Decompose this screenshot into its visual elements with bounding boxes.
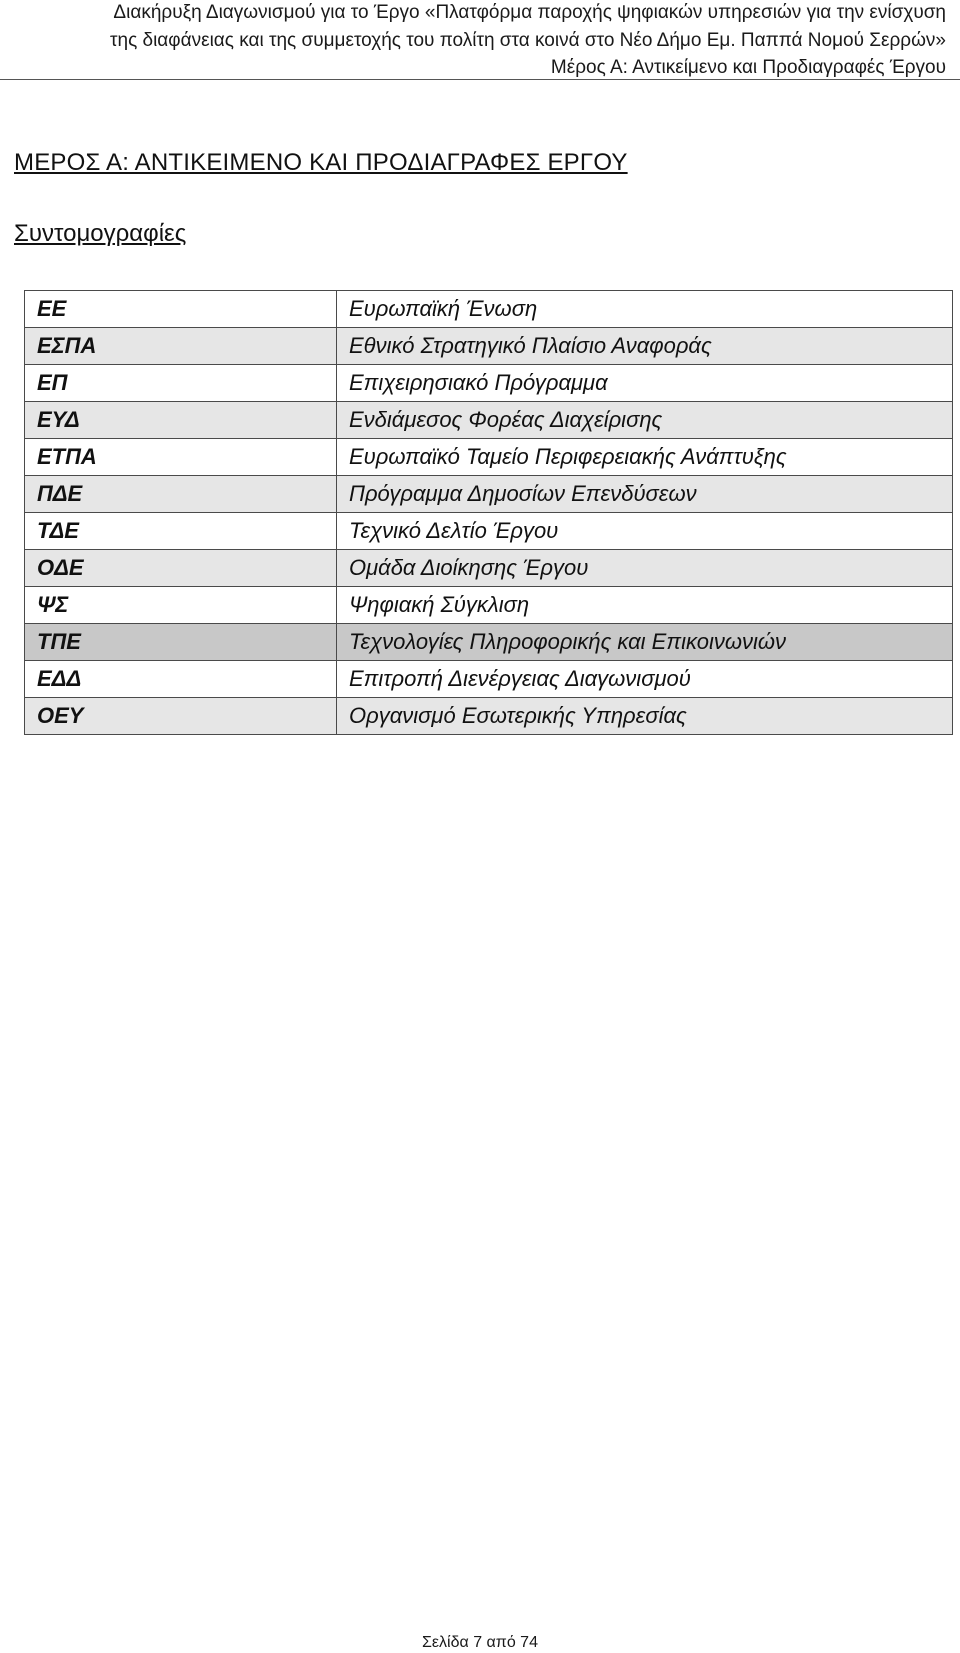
header-title-line-1: Διακήρυξη Διαγωνισμού για το Έργο «Πλατφόρμα παροχής ψηφιακών υπηρεσιών για την ενίσχυση (113, 2, 946, 23)
definition-cell: Ομάδα Διοίκησης Έργου (337, 550, 953, 587)
page-header (0, 0, 960, 80)
definition-cell: Τεχνολογίες Πληροφορικής και Επικοινωνιών (337, 624, 953, 661)
abbreviation-cell: ΕΔΔ (25, 661, 337, 698)
table-row (25, 550, 953, 587)
abbreviation-cell: ΤΔΕ (25, 513, 337, 550)
definition-cell: Ευρωπαϊκό Ταμείο Περιφερειακής Ανάπτυξης (337, 439, 953, 476)
definition-cell: Εθνικό Στρατηγικό Πλαίσιο Αναφοράς (337, 328, 953, 365)
abbreviation-cell: ΟΔΕ (25, 550, 337, 587)
table-row (25, 587, 953, 624)
table-row (25, 513, 953, 550)
definition-cell: Επιχειρησιακό Πρόγραμμα (337, 365, 953, 402)
abbreviation-cell: ΟΕΥ (25, 698, 337, 735)
definition-cell: Πρόγραμμα Δημοσίων Επενδύσεων (337, 476, 953, 513)
table-row (25, 402, 953, 439)
table-row (25, 291, 953, 328)
abbreviation-cell: ΠΔΕ (25, 476, 337, 513)
definition-cell: Τεχνικό Δελτίο Έργου (337, 513, 953, 550)
definition-cell: Ευρωπαϊκή Ένωση (337, 291, 953, 328)
table-row (25, 439, 953, 476)
table-row (25, 661, 953, 698)
table-row (25, 365, 953, 402)
abbreviation-cell: ΤΠΕ (25, 624, 337, 661)
page-number: Σελίδα 7 από 74 (422, 1634, 538, 1651)
abbreviations-table-body (25, 291, 953, 735)
section-title-abbreviations: Συντομογραφίες (14, 220, 187, 247)
abbreviation-cell: ΕΤΠΑ (25, 439, 337, 476)
table-row (25, 476, 953, 513)
part-title: ΜΕΡΟΣ Α: ΑΝΤΙΚΕΙΜΕΝΟ ΚΑΙ ΠΡΟΔΙΑΓΡΑΦΕΣ ΕΡΓΟΥ (14, 149, 628, 176)
definition-cell: Οργανισμό Εσωτερικής Υπηρεσίας (337, 698, 953, 735)
definition-cell: Επιτροπή Διενέργειας Διαγωνισμού (337, 661, 953, 698)
definition-cell: Ψηφιακή Σύγκλιση (337, 587, 953, 624)
abbreviation-cell: ΨΣ (25, 587, 337, 624)
abbreviation-cell: ΕΕ (25, 291, 337, 328)
abbreviation-cell: ΕΣΠΑ (25, 328, 337, 365)
header-title-line-2: της διαφάνειας και της συμμετοχής του πολίτη στα κοινά στο Νέο Δήμο Εμ. Παππά Νομού Σερρών» (110, 30, 946, 51)
header-section-line: Μέρος Α: Αντικείμενο και Προδιαγραφές Έργου (550, 57, 946, 78)
table-row (25, 698, 953, 735)
table-row (25, 328, 953, 365)
abbreviations-table (24, 290, 953, 735)
table-row (25, 624, 953, 661)
abbreviation-cell: ΕΠ (25, 365, 337, 402)
definition-cell: Ενδιάμεσος Φορέας Διαχείρισης (337, 402, 953, 439)
abbreviation-cell: ΕΥΔ (25, 402, 337, 439)
